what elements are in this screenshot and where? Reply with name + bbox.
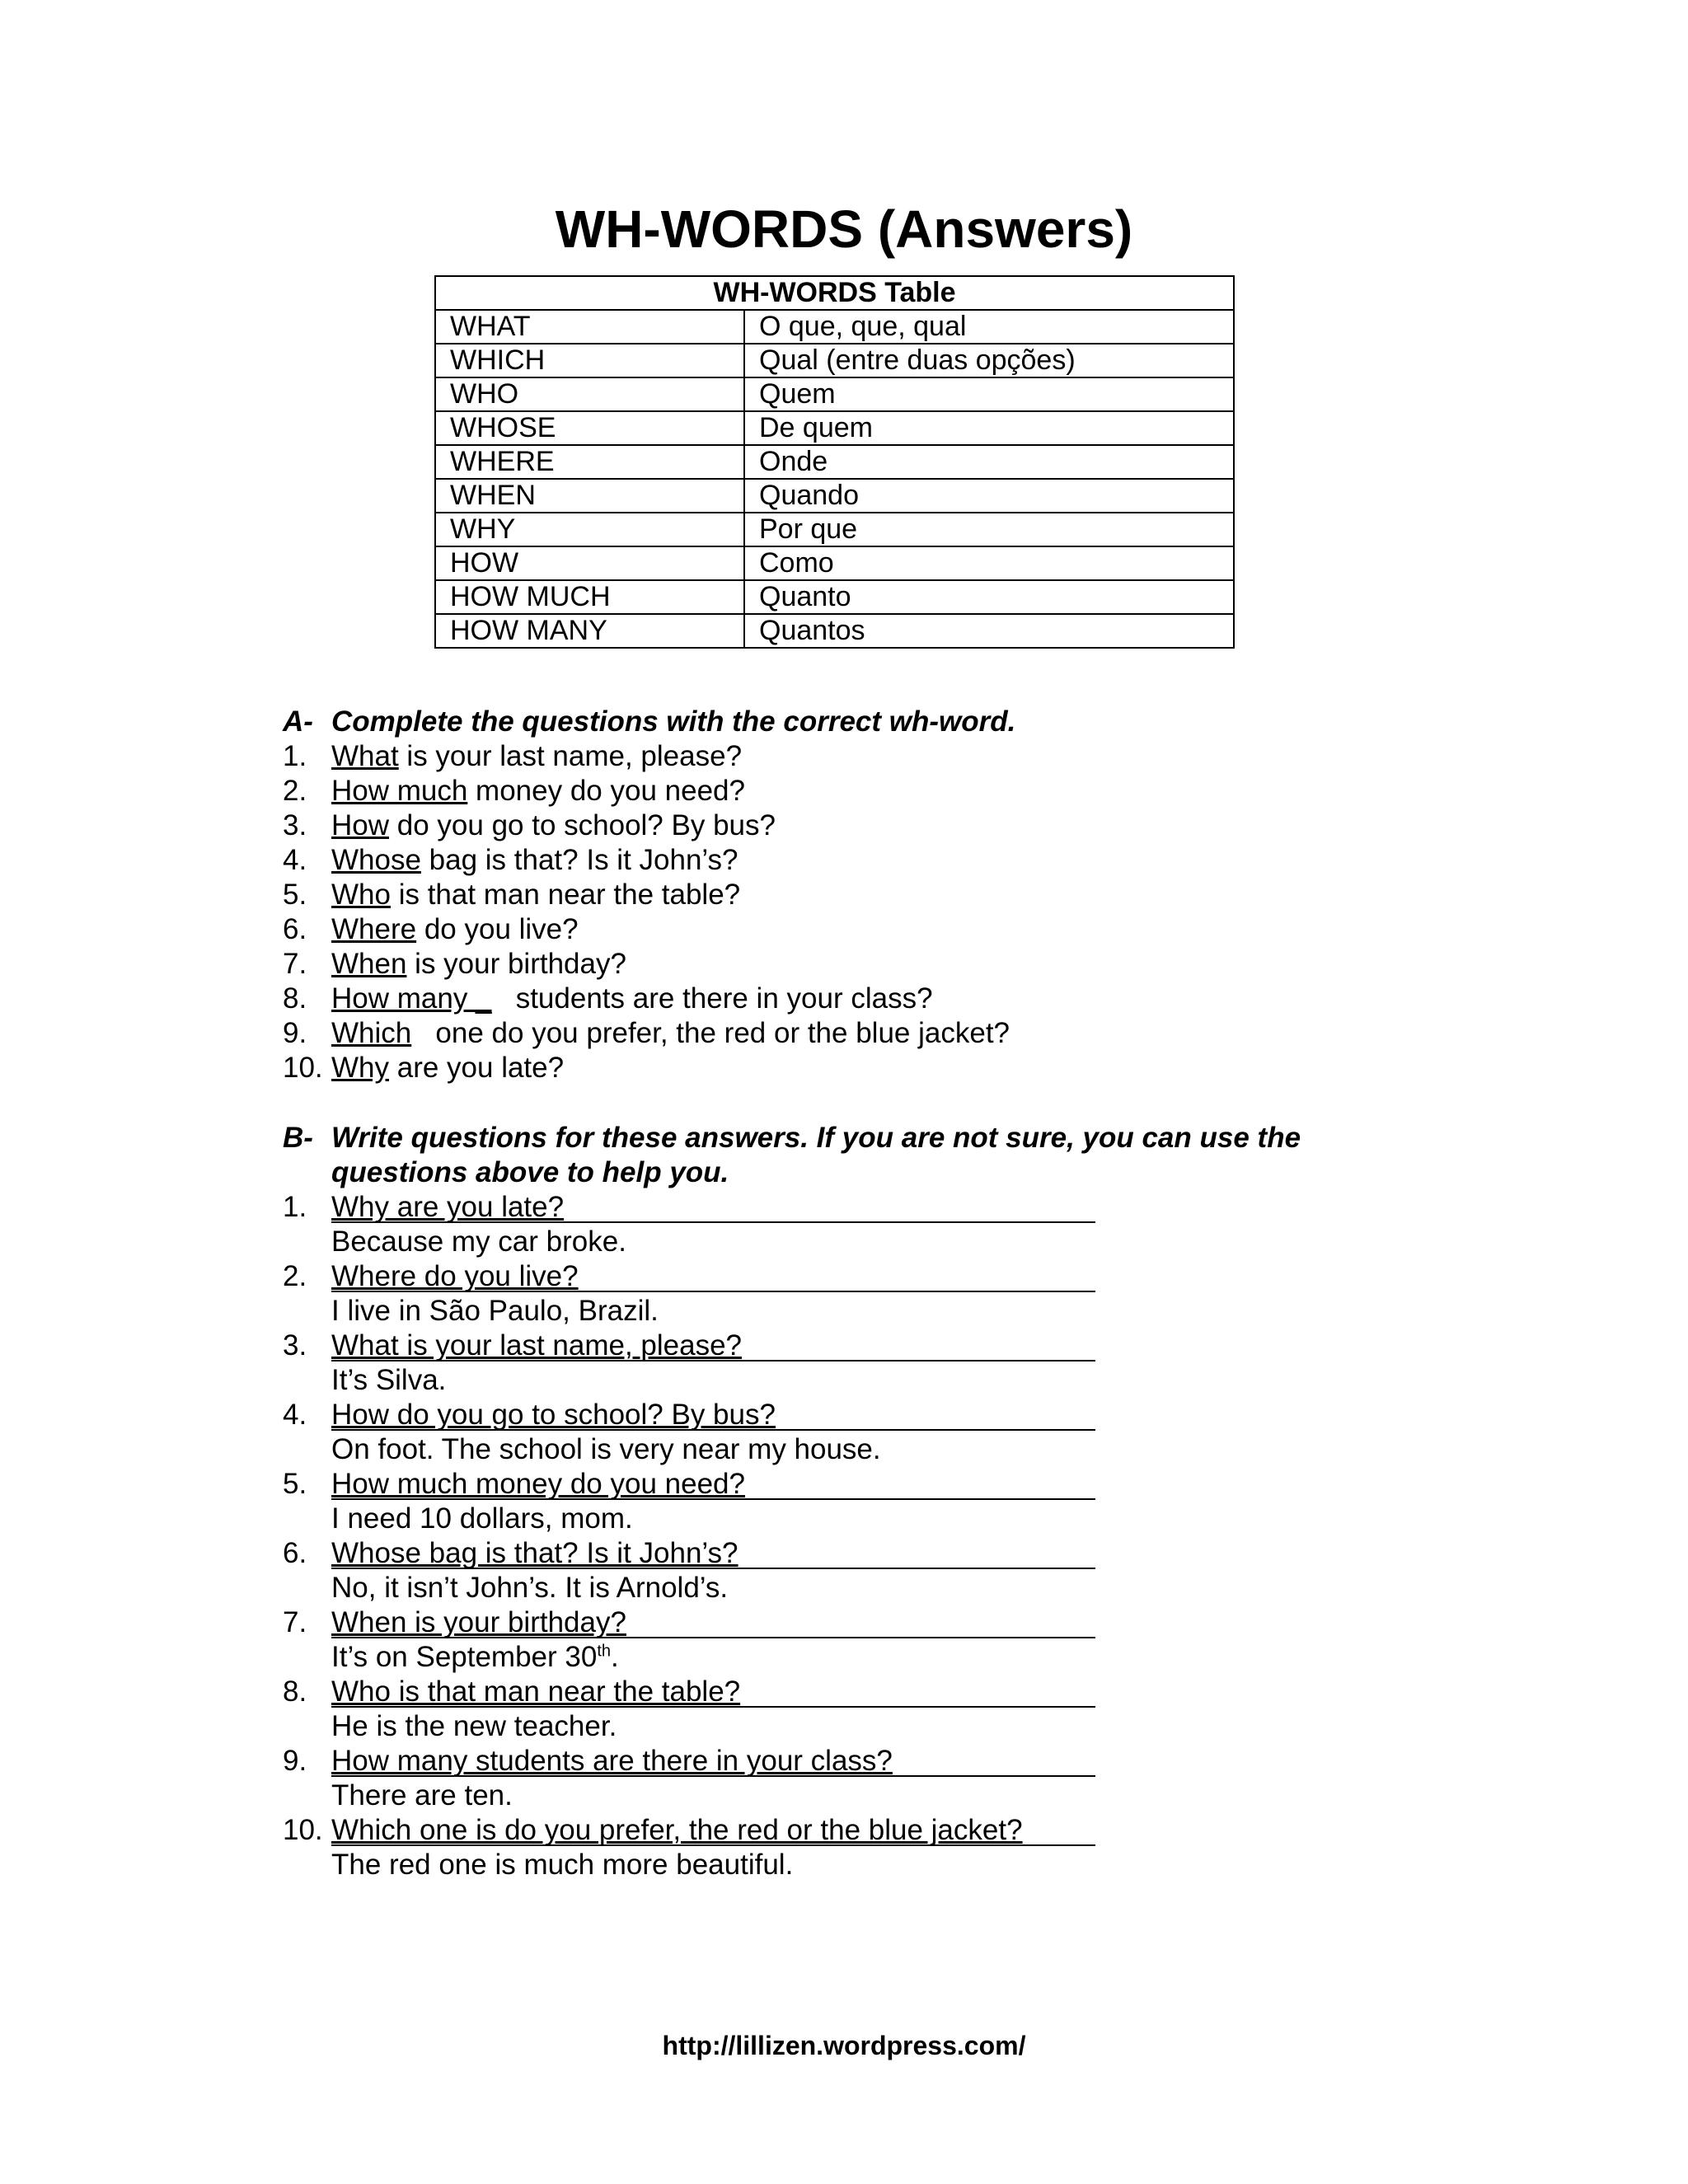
question-text: is your last name, please? bbox=[398, 740, 743, 772]
table-row bbox=[435, 377, 1234, 411]
given-answer: No, it isn’t John’s. It is Arnold’s. bbox=[331, 1572, 729, 1604]
list-item bbox=[283, 843, 1371, 878]
item-number: 6. bbox=[283, 1537, 307, 1569]
table-row bbox=[435, 614, 1234, 648]
given-answer bbox=[283, 1640, 1371, 1675]
given-answer: He is the new teacher. bbox=[331, 1710, 617, 1742]
given-answer: I need 10 dollars, mom. bbox=[331, 1502, 633, 1535]
list-item bbox=[283, 774, 1371, 808]
list-item bbox=[283, 1744, 1371, 1813]
wh-meaning: Quantos bbox=[744, 614, 1234, 648]
wh-answer: How much bbox=[331, 775, 468, 807]
section-b-instruction-line1: Write questions for these answers. If you are not sure, you can use the bbox=[331, 1122, 1301, 1154]
list-item bbox=[283, 982, 1371, 1016]
wh-meaning: O que, que, qual bbox=[744, 310, 1234, 344]
question-text: is that man near the table? bbox=[390, 879, 741, 911]
table-row bbox=[435, 344, 1234, 377]
question-text: students are there in your class? bbox=[491, 982, 933, 1015]
question-answer-line bbox=[331, 1259, 1095, 1292]
item-number: 2. bbox=[283, 775, 307, 807]
item-number: 7. bbox=[283, 948, 307, 980]
given-answer: On foot. The school is very near my house. bbox=[331, 1433, 881, 1465]
wh-word: WHY bbox=[435, 513, 744, 546]
item-number: 6. bbox=[283, 913, 307, 945]
question-answer-line bbox=[331, 1398, 1095, 1431]
item-number: 5. bbox=[283, 879, 307, 911]
table-caption-row bbox=[435, 276, 1234, 310]
written-question: How many students are there in your class? bbox=[331, 1745, 893, 1777]
section-b-instruction bbox=[331, 1121, 1371, 1190]
item-number: 7. bbox=[283, 1606, 307, 1638]
wh-word: WHO bbox=[435, 377, 744, 411]
wh-words-table bbox=[434, 275, 1235, 649]
wh-answer: How many _ bbox=[331, 982, 492, 1015]
question-text: do you go to school? By bus? bbox=[389, 809, 776, 841]
question-text: do you live? bbox=[416, 913, 579, 945]
item-number: 3. bbox=[283, 1329, 307, 1361]
table-row bbox=[435, 580, 1234, 614]
list-item bbox=[283, 1605, 1371, 1675]
wh-word: WHOSE bbox=[435, 411, 744, 445]
given-answer-text: It’s on September 30 bbox=[331, 1641, 598, 1673]
item-number: 4. bbox=[283, 844, 307, 876]
wh-word: WHEN bbox=[435, 479, 744, 513]
question-answer-line bbox=[331, 1190, 1095, 1223]
footer-url: http://lillizen.wordpress.com/ bbox=[662, 2031, 1026, 2060]
wh-meaning: Por que bbox=[744, 513, 1234, 546]
list-item bbox=[283, 739, 1371, 774]
wh-word: HOW MUCH bbox=[435, 580, 744, 614]
wh-meaning: Qual (entre duas opções) bbox=[744, 344, 1234, 377]
section-a-heading bbox=[283, 705, 1371, 739]
list-item bbox=[283, 1398, 1371, 1467]
question-answer-line bbox=[331, 1329, 1095, 1361]
wh-answer: Whose bbox=[331, 844, 421, 876]
wh-answer: Which bbox=[331, 1017, 412, 1049]
written-question: What is your last name, please? bbox=[331, 1329, 743, 1361]
question-answer-line bbox=[331, 1536, 1095, 1569]
table-caption: WH-WORDS Table bbox=[435, 276, 1234, 310]
section-a-instruction: Complete the questions with the correct wh-word. bbox=[331, 705, 1016, 738]
list-item bbox=[283, 1259, 1371, 1329]
wh-answer: Why bbox=[331, 1052, 389, 1084]
given-answer: It’s Silva. bbox=[331, 1364, 447, 1396]
wh-answer: Who bbox=[331, 879, 391, 911]
wh-meaning: Quanto bbox=[744, 580, 1234, 614]
section-b-instruction-line2: questions above to help you. bbox=[331, 1156, 729, 1188]
given-answer-end: . bbox=[611, 1641, 619, 1673]
wh-meaning: Quando bbox=[744, 479, 1234, 513]
item-number: 9. bbox=[283, 1745, 307, 1777]
wh-word: HOW bbox=[435, 546, 744, 580]
list-item bbox=[283, 1536, 1371, 1605]
written-question: Where do you live? bbox=[331, 1260, 579, 1292]
item-number: 1. bbox=[283, 1191, 307, 1223]
given-answer: I live in São Paulo, Brazil. bbox=[331, 1295, 659, 1327]
wh-meaning: Onde bbox=[744, 445, 1234, 479]
item-number: 1. bbox=[283, 740, 307, 772]
list-item bbox=[283, 878, 1371, 912]
item-number: 5. bbox=[283, 1468, 307, 1500]
section-a bbox=[283, 705, 1371, 1085]
wh-word: HOW MANY bbox=[435, 614, 744, 648]
wh-meaning: Quem bbox=[744, 377, 1234, 411]
given-answer: There are ten. bbox=[331, 1779, 513, 1811]
given-answer: Because my car broke. bbox=[331, 1226, 626, 1258]
section-a-letter: A- bbox=[283, 705, 313, 738]
written-question: When is your birthday? bbox=[331, 1606, 626, 1638]
question-text: are you late? bbox=[389, 1052, 565, 1084]
question-answer-line bbox=[331, 1605, 1095, 1638]
item-number: 3. bbox=[283, 809, 307, 841]
question-answer-line bbox=[331, 1467, 1095, 1500]
written-question: How much money do you need? bbox=[331, 1468, 745, 1500]
wh-answer: What bbox=[331, 740, 399, 772]
item-number: 8. bbox=[283, 1675, 307, 1708]
list-item bbox=[283, 1016, 1371, 1051]
table-row bbox=[435, 546, 1234, 580]
question-text: is your birthday? bbox=[406, 948, 626, 980]
list-item bbox=[283, 1190, 1371, 1259]
item-number: 10. bbox=[283, 1814, 323, 1846]
question-answer-line bbox=[331, 1744, 1095, 1777]
wh-meaning: Como bbox=[744, 546, 1234, 580]
page-title: WH-WORDS (Answers) bbox=[555, 199, 1133, 259]
question-text: one do you prefer, the red or the blue jacket? bbox=[411, 1017, 1010, 1049]
given-answer: The red one is much more beautiful. bbox=[331, 1849, 794, 1881]
wh-word: WHICH bbox=[435, 344, 744, 377]
table-row bbox=[435, 479, 1234, 513]
list-item bbox=[283, 1051, 1371, 1085]
question-text: money do you need? bbox=[467, 775, 745, 807]
written-question: Why are you late? bbox=[331, 1191, 565, 1223]
item-number: 10. bbox=[283, 1052, 323, 1084]
written-question: Which one is do you prefer, the red or the blue jacket? bbox=[331, 1814, 1023, 1846]
wh-word: WHAT bbox=[435, 310, 744, 344]
written-question: How do you go to school? By bus? bbox=[331, 1399, 776, 1431]
table-row bbox=[435, 310, 1234, 344]
wh-answer: Where bbox=[331, 913, 417, 945]
wh-word: WHERE bbox=[435, 445, 744, 479]
wh-answer: When bbox=[331, 948, 407, 980]
question-answer-line bbox=[331, 1813, 1095, 1846]
list-item bbox=[283, 1467, 1371, 1536]
table-row bbox=[435, 445, 1234, 479]
written-question: Whose bag is that? Is it John’s? bbox=[331, 1537, 738, 1569]
ordinal-suffix: th bbox=[597, 1642, 612, 1661]
question-answer-line bbox=[331, 1675, 1095, 1708]
table-row bbox=[435, 513, 1234, 546]
wh-meaning: De quem bbox=[744, 411, 1234, 445]
section-b-letter: B- bbox=[283, 1122, 313, 1154]
written-question: Who is that man near the table? bbox=[331, 1675, 741, 1708]
item-number: 8. bbox=[283, 982, 307, 1015]
list-item bbox=[283, 1813, 1371, 1882]
section-b-heading bbox=[283, 1121, 1371, 1190]
item-number: 2. bbox=[283, 1260, 307, 1292]
table-row bbox=[435, 411, 1234, 445]
wh-answer: How bbox=[331, 809, 390, 841]
question-text: bag is that? Is it John’s? bbox=[420, 844, 738, 876]
list-item bbox=[283, 1675, 1371, 1744]
item-number: 4. bbox=[283, 1399, 307, 1431]
list-item bbox=[283, 1329, 1371, 1398]
item-number: 9. bbox=[283, 1017, 307, 1049]
section-b bbox=[283, 1121, 1371, 1882]
list-item bbox=[283, 947, 1371, 982]
list-item bbox=[283, 912, 1371, 947]
list-item bbox=[283, 808, 1371, 843]
